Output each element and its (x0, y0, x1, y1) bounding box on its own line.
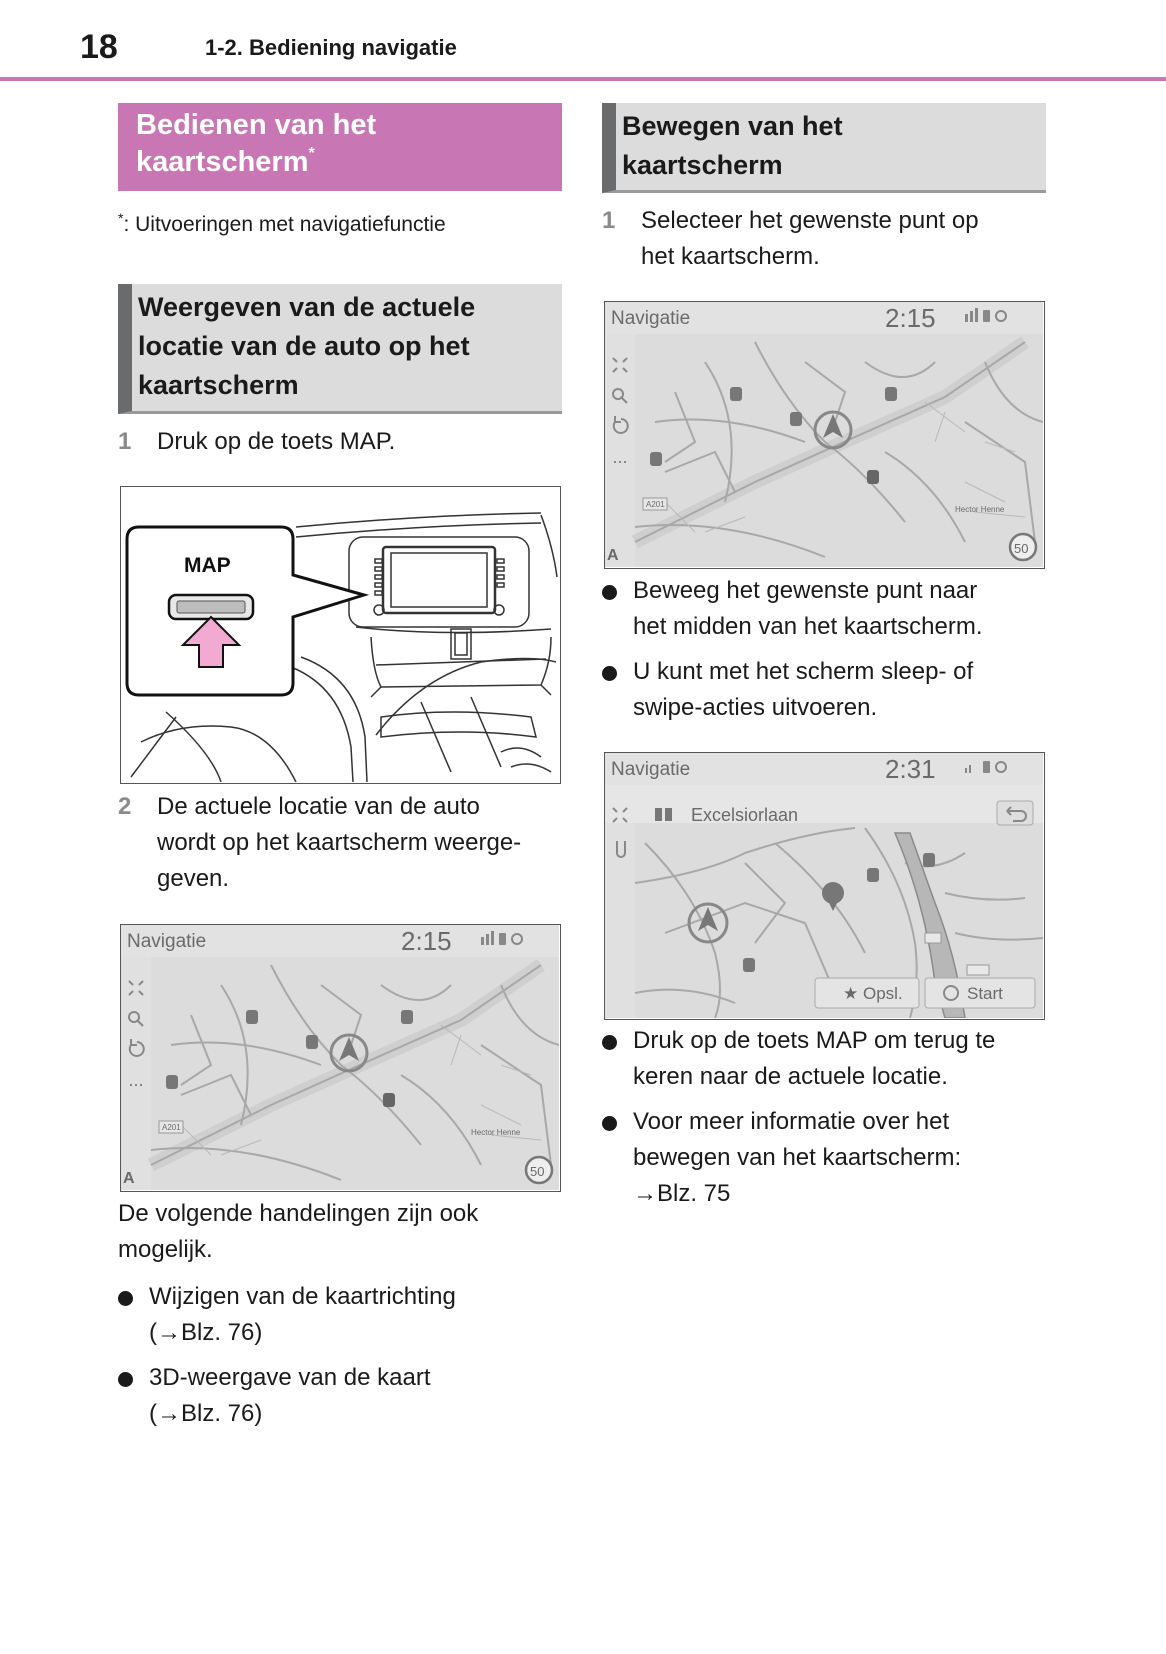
main-heading (118, 103, 562, 191)
street-label: Hector Henne (471, 1128, 521, 1137)
subheading-line: kaartscherm (138, 370, 299, 400)
bullet-item (118, 1360, 558, 1432)
bullet-line: Voor meer informatie over het (633, 1108, 950, 1135)
speed-limit-value: 50 (530, 1164, 545, 1179)
speed-limit-value: 50 (1014, 541, 1029, 556)
step-number: 1 (118, 428, 132, 455)
compass-letter: A (123, 1170, 135, 1187)
bullet-item (602, 654, 1052, 726)
section-title: 1-2. Bediening navigatie (205, 35, 457, 60)
street-name: Excelsiorlaan (691, 805, 799, 825)
map-button-illustration (120, 486, 561, 784)
bullet-line: het midden van het kaartscherm. (633, 613, 983, 640)
step-text-line: Selecteer het gewenste punt op (641, 207, 979, 234)
dashboard-drawing (121, 487, 559, 782)
compass-letter: A (607, 547, 619, 564)
bullet-line: Wijzigen van de kaartrichting (149, 1283, 456, 1310)
bullet-dot (602, 1116, 617, 1131)
bullet-dot (602, 1035, 617, 1050)
main-heading-footnote-marker: * (308, 145, 315, 162)
map-button-label: MAP (184, 554, 231, 577)
direction-icon (655, 808, 662, 821)
subheading-line: kaartscherm (622, 150, 783, 180)
nav-clock: 2:15 (885, 303, 936, 333)
page-reference-link[interactable]: →Blz. 75 (633, 1180, 731, 1207)
bullet-dot (118, 1291, 133, 1306)
bullet-line: (→Blz. 76) (149, 1319, 263, 1346)
subheading-line: locatie van de auto op het (138, 331, 470, 361)
step-text-line: geven. (157, 865, 230, 892)
step-text (157, 789, 568, 897)
street-label: Hector Henne (955, 505, 1005, 514)
nav-screen-current-location (120, 924, 561, 1192)
step-text-line: wordt op het kaartscherm weerge- (157, 829, 522, 856)
main-heading-line2: kaartscherm (136, 146, 309, 178)
nav-clock: 2:31 (885, 754, 936, 784)
step-2-left (118, 789, 568, 897)
step-text-line: het kaartscherm. (641, 243, 820, 270)
paragraph-line: mogelijk. (118, 1236, 213, 1263)
nav-screen-select-point (604, 301, 1045, 569)
bullet-item (602, 1023, 1052, 1095)
paragraph-line: De volgende handelingen zijn ook (118, 1200, 479, 1227)
bullet-dot (118, 1372, 133, 1387)
bullet-item (602, 573, 1052, 645)
step-text (641, 203, 1052, 275)
bullet-line: Druk op de toets MAP om terug te (633, 1027, 996, 1054)
header-divider (0, 77, 1166, 81)
nav-title: Navigatie (611, 759, 691, 780)
road-label: A201 (162, 1123, 181, 1132)
nav-title: Navigatie (611, 308, 691, 329)
nav-screen-scrolled-map (604, 752, 1045, 1020)
step-text: Druk op de toets MAP. (157, 428, 396, 455)
bullet-line: Beweeg het gewenste punt naar (633, 577, 978, 604)
subheading-current-location (118, 284, 562, 414)
step-1-right (602, 203, 1052, 275)
save-button-label: Opsl. (863, 984, 903, 1003)
step-number: 2 (118, 793, 132, 820)
paragraph-more-actions (118, 1196, 558, 1268)
bullet-line: bewegen van het kaartscherm: (633, 1144, 962, 1171)
page-number: 18 (80, 28, 118, 66)
bullet-item (602, 1104, 1052, 1212)
road-label: A201 (646, 500, 665, 509)
bullet-line: U kunt met het scherm sleep- of (633, 658, 974, 685)
subheading-line: Bewegen van het (622, 111, 843, 141)
start-button-label: Start (967, 984, 1003, 1003)
nav-title: Navigatie (127, 931, 207, 952)
bullet-line: keren naar de actuele locatie. (633, 1063, 948, 1090)
bullet-line: swipe-acties uitvoeren. (633, 694, 878, 721)
subheading-move-map (602, 103, 1046, 193)
bullet-item (118, 1279, 558, 1351)
bullet-dot (602, 666, 617, 681)
footnote-text: : Uitvoeringen met navigatiefunctie (123, 213, 446, 236)
nav-clock: 2:15 (401, 926, 452, 956)
bullet-line: (→Blz. 76) (149, 1400, 263, 1427)
footnote (118, 210, 446, 237)
subheading-line: Weergeven van de actuele (138, 292, 476, 322)
save-star-icon: ★ (843, 984, 859, 1003)
bullet-dot (602, 585, 617, 600)
footnote-marker: * (118, 210, 124, 226)
step-text-line: De actuele locatie van de auto (157, 793, 480, 820)
step-1-left (118, 424, 568, 460)
step-number: 1 (602, 207, 616, 234)
main-heading-line1: Bedienen van het (136, 109, 377, 141)
bullet-line: 3D-weergave van de kaart (149, 1364, 431, 1391)
